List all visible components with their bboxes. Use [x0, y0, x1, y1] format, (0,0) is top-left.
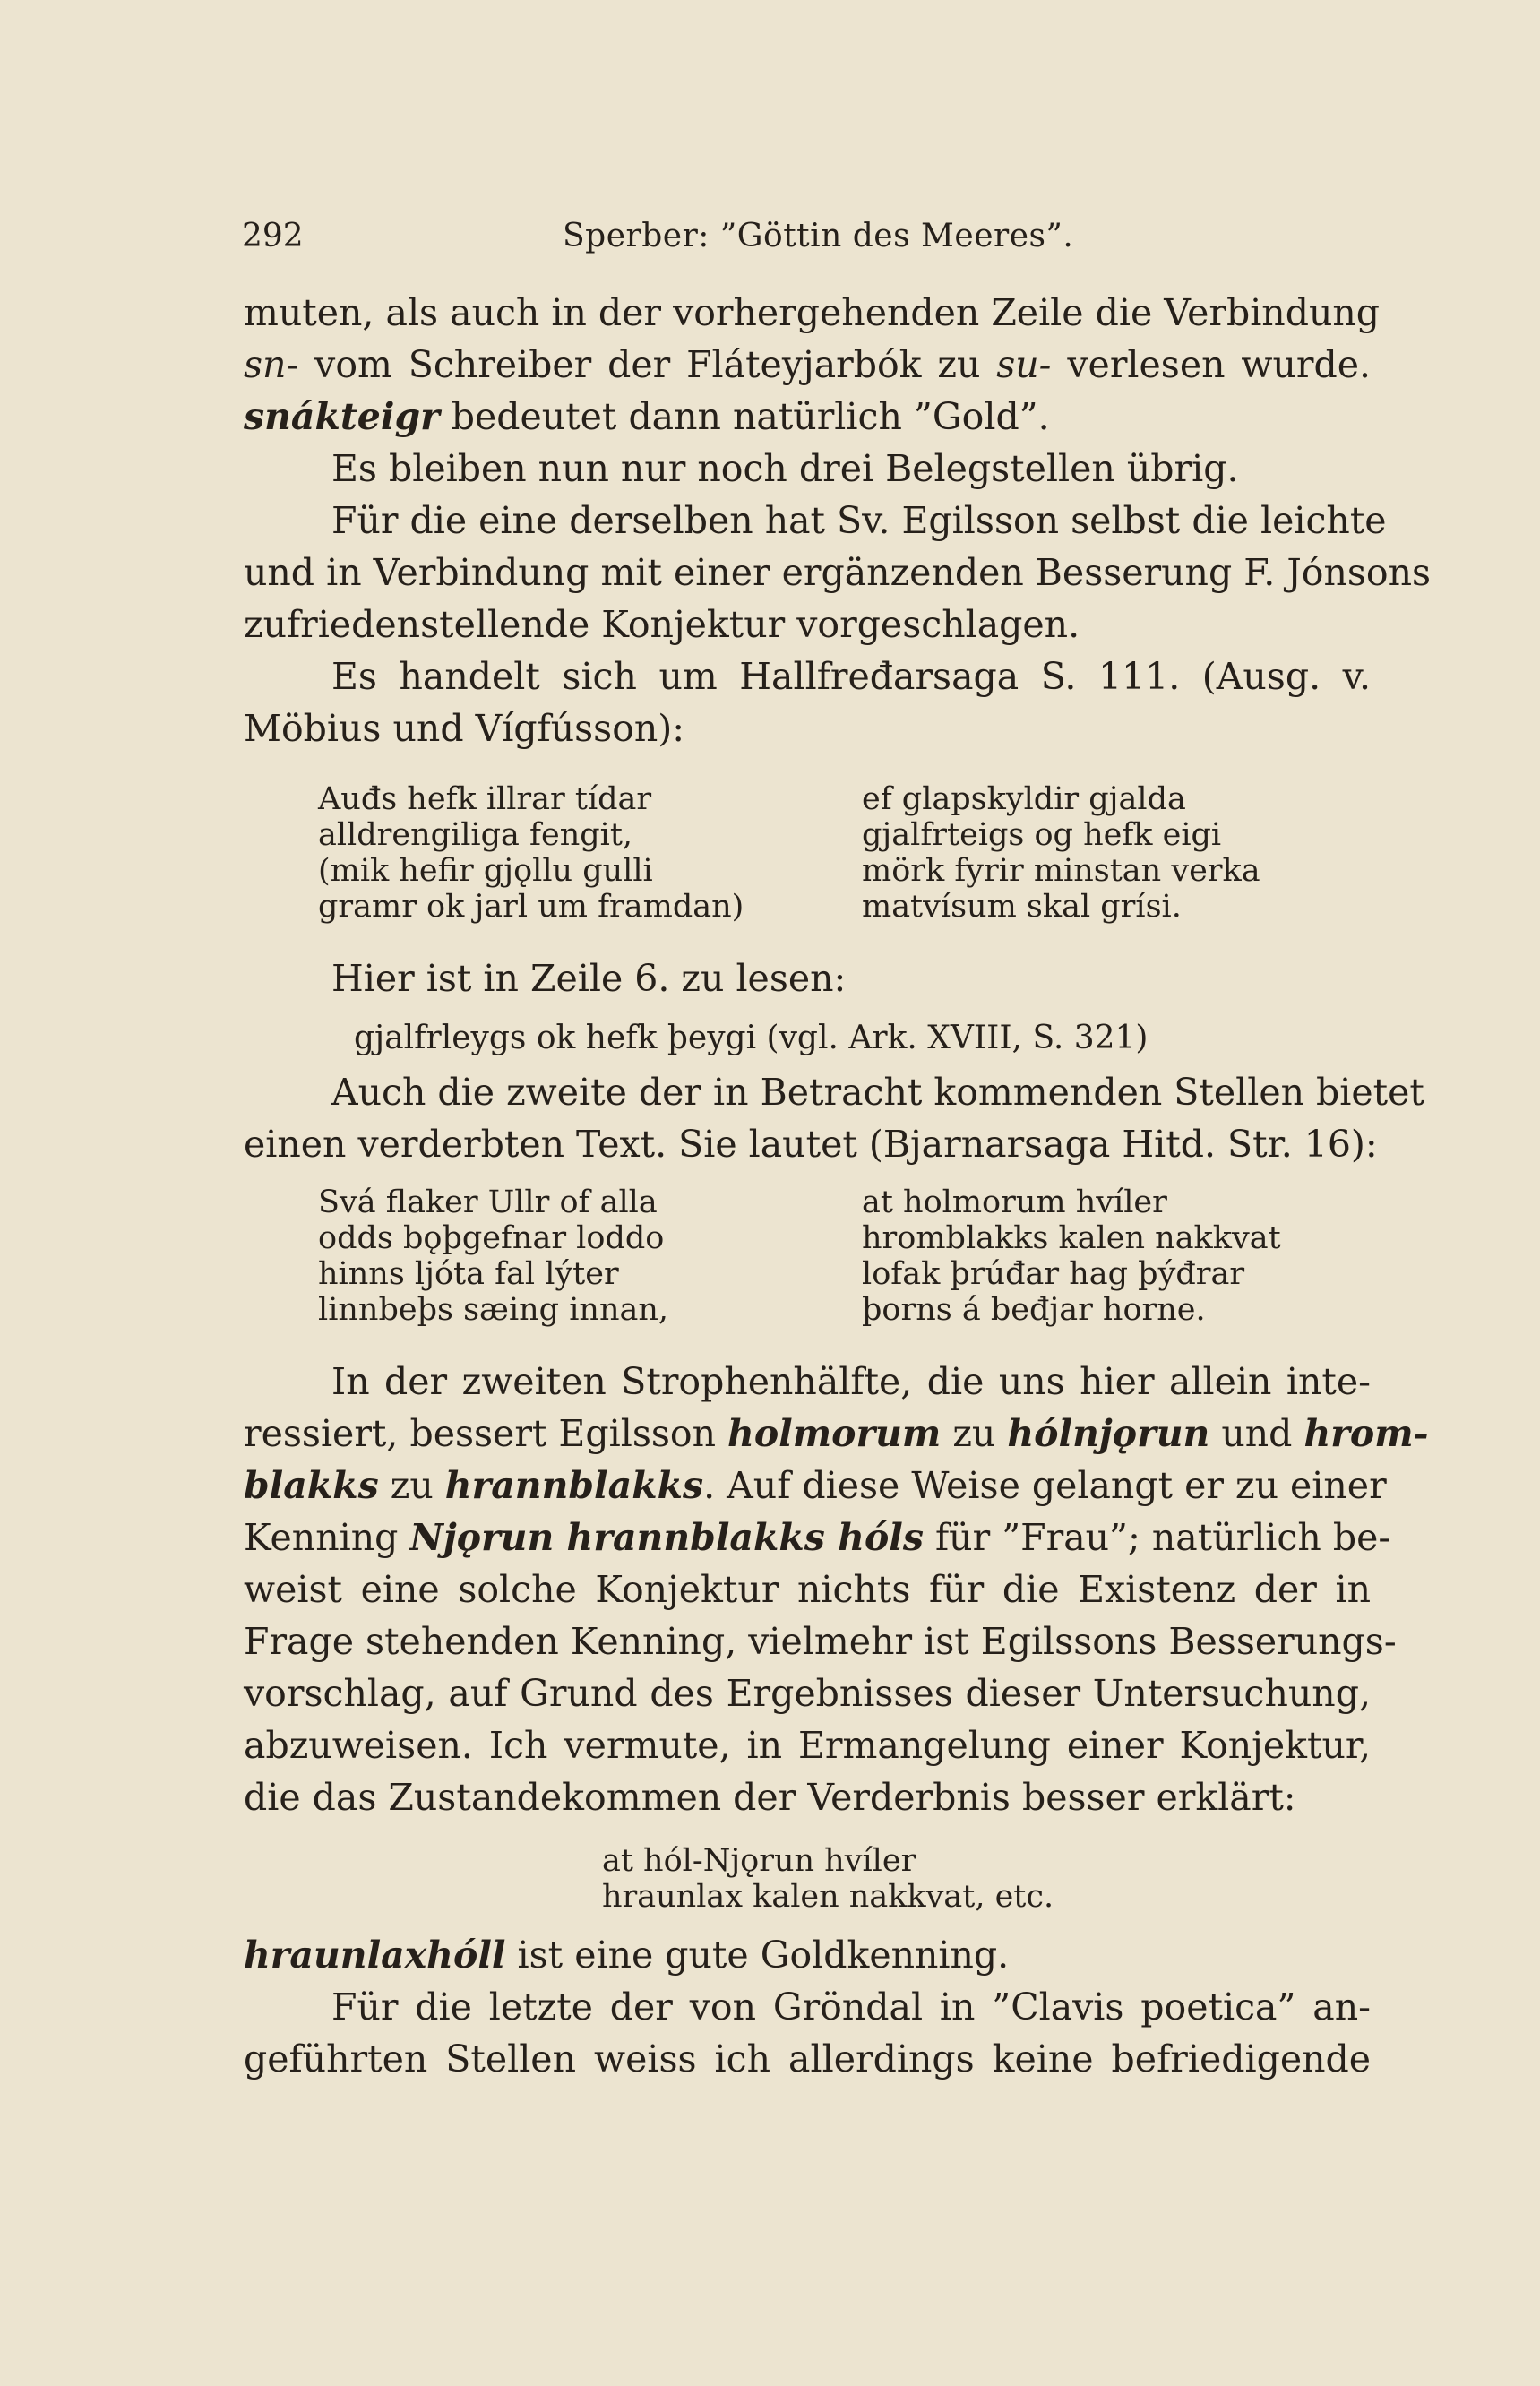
italic-term: hrom- [1303, 1412, 1429, 1455]
text-line: zufriedenstellende Konjektur vorgeschlagen. [244, 603, 1080, 646]
verse-line: gramr ok jarl um framdan) [318, 889, 744, 925]
text-line: Für die eine derselben hat Sv. Egilsson selbst die leichte [331, 499, 1387, 542]
verse-line: at holmorum hvíler [862, 1184, 1167, 1220]
verse-line: lofak þrúđar hag þýđrar [862, 1256, 1245, 1292]
verse-line: alldrengiliga fengit, [318, 817, 633, 853]
verse-line: matvísum skal grísi. [862, 889, 1182, 925]
italic-term: hraunlaxhóll [244, 1934, 506, 1977]
text-line: die das Zustandekommen der Verderbnis besser erklärt: [244, 1776, 1296, 1819]
verse-line: mörk fyrir minstan verka [862, 853, 1260, 889]
text-line: hraunlaxhóll ist eine gute Goldkenning. [244, 1934, 1010, 1977]
verse-line: Svá flaker Ullr of alla [318, 1184, 658, 1220]
verse-line: þorns á beđjar horne. [862, 1292, 1206, 1328]
text-line: Auch die zweite der in Betracht kommenden Stellen bietet [331, 1071, 1424, 1114]
text-line: Es handelt sich um Hallfređarsaga S. 111. (Ausg. v. [331, 655, 1371, 698]
verse-line: hromblakks kalen nakkvat [862, 1220, 1281, 1256]
text-line: vorschlag, auf Grund des Ergebnisses dieser Untersuchung, [244, 1672, 1371, 1715]
verse-line: hinns ljóta fal lýter [318, 1256, 619, 1292]
italic-term: snákteigr [244, 395, 440, 438]
verse-line: at hól-Njǫrun hvíler [602, 1843, 916, 1879]
page-number: 292 [242, 218, 304, 254]
text-line: Hier ist in Zeile 6. zu lesen: [331, 957, 847, 1000]
verse-line: Auđs hefk illrar tídar [318, 781, 652, 817]
text-line: und in Verbindung mit einer ergänzenden Besserung F. Jónsons [244, 551, 1432, 594]
italic-term: blakks [244, 1464, 379, 1507]
text-line: Frage stehenden Kenning, vielmehr ist Egilssons Besserungs- [244, 1620, 1397, 1663]
text-line: Es bleiben nun nur noch drei Belegstellen übrig. [331, 447, 1239, 490]
text-line: Kenning Njǫrun hrannblakks hóls für ”Frau”; natürlich be- [244, 1516, 1391, 1559]
verse-line: linnbeþs sæing innan, [318, 1292, 669, 1328]
text-line: snákteigr bedeutet dann natürlich ”Gold”. [244, 395, 1050, 438]
italic-term: hrannblakks [444, 1464, 704, 1507]
text-line: weist eine solche Konjektur nichts für die Existenz der in [244, 1568, 1371, 1611]
italic-term: holmorum [727, 1412, 942, 1455]
running-title: Sperber: ”Göttin des Meeres”. [563, 218, 1074, 254]
text-line: einen verderbten Text. Sie lautet (Bjarnarsaga Hitd. Str. 16): [244, 1123, 1378, 1166]
text-line: blakks zu hrannblakks. Auf diese Weise gelangt er zu einer [244, 1464, 1387, 1507]
text-line: abzuweisen. Ich vermute, in Ermangelung einer Konjektur, [244, 1724, 1371, 1767]
text-line: muten, als auch in der vorhergehenden Zeile die Verbindung [244, 291, 1381, 334]
verse-line: (mik hefir gjǫllu gulli [318, 853, 653, 889]
verse-line: ef glapskyldir gjalda [862, 781, 1186, 817]
text-line: ressiert, bessert Egilsson holmorum zu hólnjǫrun und hrom- [244, 1412, 1429, 1455]
verse-line: gjalfrteigs og hefk eigi [862, 817, 1222, 853]
text-line: In der zweiten Strophenhälfte, die uns hier allein inte- [331, 1360, 1371, 1403]
italic-term: Njǫrun hrannblakks hóls [409, 1516, 924, 1559]
quoted-line: gjalfrleygs ok hefk þeygi (vgl. Ark. XVIII, S. 321) [354, 1020, 1149, 1056]
text-line: sn- vom Schreiber der Fláteyjarbók zu su- verlesen wurde. [244, 343, 1371, 386]
verse-line: odds bǫþgefnar loddo [318, 1220, 665, 1256]
italic-term: su- [996, 343, 1052, 386]
verse-line: hraunlax kalen nakkvat, etc. [602, 1879, 1054, 1915]
text-line: Für die letzte der von Gröndal in ”Clavis poetica” an- [331, 1985, 1371, 2029]
italic-term: hólnjǫrun [1007, 1412, 1210, 1455]
italic-term: sn- [244, 343, 299, 386]
text-line: geführten Stellen weiss ich allerdings keine befriedigende [244, 2037, 1371, 2080]
text-line: Möbius und Vígfússon): [244, 707, 685, 750]
